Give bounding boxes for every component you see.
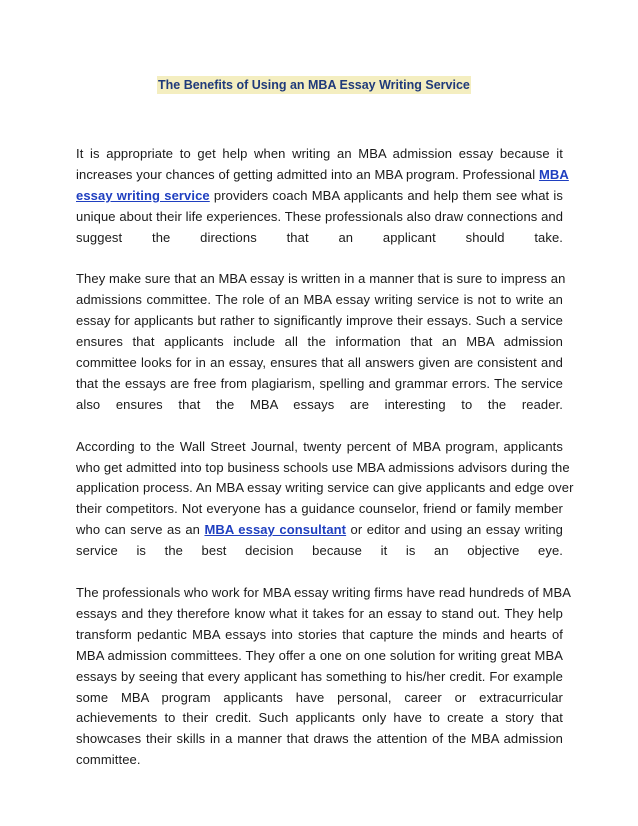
text-segment: their competitors. Not everyone has a guidance counselor, friend or family member: [76, 501, 563, 517]
text-line: [76, 729, 563, 750]
text-line: [76, 311, 563, 332]
text-segment: service is the best decision because it is an objective eye.: [76, 543, 563, 559]
title-container: [157, 76, 477, 96]
text-line: [76, 437, 563, 458]
text-line: [76, 165, 569, 186]
text-segment: It is appropriate to get help when writing an MBA admission essay because it: [76, 146, 563, 161]
text-segment: providers coach MBA applicants and help them see what is: [209, 187, 563, 203]
text-segment: achievements to their credit. Such applicants only have to create a story that: [76, 710, 563, 726]
text-line: [76, 374, 563, 395]
inline-link[interactable]: MBA essay consultant: [204, 522, 347, 538]
text-segment: essays and they therefore know what it takes for an essay to stand out. They help: [76, 605, 563, 621]
text-line: [76, 478, 574, 499]
text-line: [76, 395, 563, 416]
text-segment: The professionals who work for MBA essay writing firms have read hundreds of MBA: [76, 584, 571, 600]
text-line: [76, 520, 563, 541]
text-segment: essays by seeing that every applicant has something to his/her credit. For example: [76, 668, 563, 684]
text-segment: also ensures that the MBA essays are interesting to the reader.: [76, 396, 563, 412]
text-line: [76, 186, 563, 207]
text-line: [76, 708, 563, 729]
text-segment: committee.: [76, 752, 141, 768]
text-segment: showcases their skills in a manner that draws the attention of the MBA admission: [76, 731, 563, 747]
text-line: [76, 290, 563, 311]
text-segment: committee looks for in an essay, ensures that all answers given are consistent and: [76, 355, 563, 371]
inline-link[interactable]: MBA: [538, 166, 569, 182]
text-segment: or editor and using an essay writing: [346, 522, 563, 538]
text-line: [76, 144, 563, 165]
text-segment: some MBA program applicants have personal, career or extracurricular: [76, 689, 563, 705]
text-segment: MBA admission committees. They offer a one on one solution for writing great MBA: [76, 647, 563, 663]
text-segment: ensures that applicants include all the information that an MBA admission: [76, 334, 563, 350]
text-line: [76, 625, 563, 646]
text-segment: who can serve as an: [76, 522, 205, 538]
document-title: The Benefits of Using an MBA Essay Writing Service: [158, 78, 470, 92]
text-line: [76, 604, 563, 625]
text-line: [76, 499, 563, 520]
text-line: [76, 541, 563, 562]
text-line: [76, 228, 563, 249]
text-line: [76, 269, 566, 290]
text-segment: transform pedantic MBA essays into stories that capture the minds and hearts of: [76, 626, 563, 642]
text-line: [76, 667, 563, 688]
text-segment: who get admitted into top business schools use MBA admissions advisors during the: [76, 459, 570, 475]
text-segment: essay for applicants but rather to significantly improve their essays. Such a service: [76, 313, 563, 329]
text-line: [76, 750, 563, 771]
text-line: [76, 646, 563, 667]
text-line: [76, 207, 563, 228]
text-segment: application process. An MBA essay writing service can give applicants and edge over: [76, 480, 574, 496]
text-line: [76, 583, 571, 604]
text-segment: They make sure that an MBA essay is written in a manner that is sure to impress an: [76, 271, 566, 287]
text-line: [76, 688, 563, 709]
text-segment: unique about their life experiences. These professionals also draw connections and: [76, 208, 564, 224]
paragraph: [76, 437, 574, 562]
text-segment: According to the Wall Street Journal, twenty percent of MBA program, applicants: [76, 438, 563, 454]
document-body: [76, 144, 574, 771]
text-line: [76, 458, 570, 479]
text-segment: admissions committee. The role of an MBA essay writing service is not to write an: [76, 292, 563, 308]
text-segment: increases your chances of getting admitted into an MBA program. Professional: [76, 166, 539, 182]
text-segment: that the essays are free from plagiarism, spelling and grammar errors. The service: [76, 375, 563, 391]
text-line: [76, 332, 563, 353]
paragraph: [76, 144, 569, 249]
text-segment: suggest the directions that an applicant should take.: [76, 229, 563, 245]
paragraph: [76, 583, 571, 771]
inline-link[interactable]: essay writing service: [76, 187, 210, 203]
text-line: [76, 353, 563, 374]
paragraph: [76, 269, 566, 415]
